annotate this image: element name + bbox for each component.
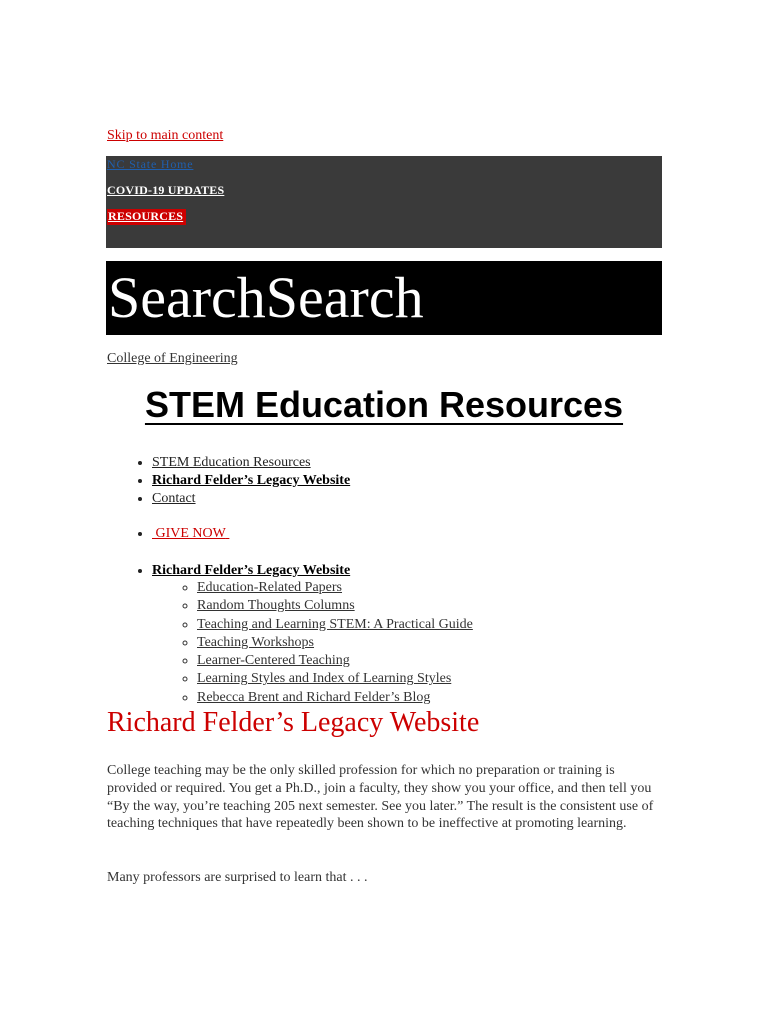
submenu-item-blog <box>197 689 473 707</box>
second-paragraph: Many professors are surprised to learn that . . . <box>107 870 368 885</box>
section-menu-parent <box>152 562 350 580</box>
submenu-link-columns[interactable]: Random Thoughts Columns <box>197 598 355 614</box>
resources-link[interactable]: RESOURCES <box>107 209 186 225</box>
submenu-item-workshops <box>197 634 473 652</box>
submenu-item-guide <box>197 616 473 634</box>
submenu-link-learner-centered[interactable]: Learner-Centered Teaching <box>197 653 350 669</box>
covid-updates-link[interactable]: COVID-19 UPDATES <box>107 183 225 197</box>
menu-item-stem-education-resources <box>152 454 350 472</box>
section-menu-parent-link[interactable]: Richard Felder’s Legacy Website <box>152 563 351 578</box>
intro-paragraph: College teaching may be the only skilled profession for which no preparation or training is provided or required. You get a Ph.D., join a faculty, they show you your office, and then tell you “By the way, you’re teaching 205 next semester. See you later.” The result is the consistent use of teaching techniques that have repeatedly been shown to be ineffective at promoting learning. <box>107 763 654 832</box>
menu-link-contact[interactable]: Contact <box>152 491 196 506</box>
submenu-link-learning-styles[interactable]: Learning Styles and Index of Learning Styles <box>197 671 452 687</box>
give-now-link[interactable] <box>152 526 229 541</box>
section-menu <box>132 562 350 580</box>
menu-item-legacy-website <box>152 472 350 490</box>
college-of-engineering-link[interactable]: College of Engineering <box>107 351 238 366</box>
skip-to-main-content-link[interactable]: Skip to main content <box>107 128 224 143</box>
submenu-link-papers[interactable]: Education-Related Papers <box>197 580 343 595</box>
search-label[interactable]: SearchSearch <box>108 265 424 330</box>
submenu-link-blog[interactable]: Rebecca Brent and Richard Felder’s Blog <box>197 689 431 705</box>
submenu-link-guide[interactable]: Teaching and Learning STEM: A Practical Guide <box>197 616 473 632</box>
page-title <box>0 384 768 426</box>
submenu-item-papers <box>197 579 473 597</box>
content-heading: Richard Felder’s Legacy Website <box>107 707 480 738</box>
search-bar[interactable] <box>106 261 662 335</box>
submenu-item-columns <box>197 597 473 615</box>
submenu-item-learning-styles <box>197 670 473 688</box>
nc-state-home-link[interactable]: NC State Home <box>107 157 194 171</box>
menu-item-give-now <box>152 525 229 543</box>
give-now-label: GIVE NOW <box>155 526 226 541</box>
menu-link-stem-education-resources[interactable]: STEM Education Resources <box>152 455 311 470</box>
section-submenu <box>173 579 473 707</box>
utility-bar <box>106 156 662 248</box>
submenu-item-learner-centered <box>197 652 473 670</box>
menu-link-legacy-website[interactable]: Richard Felder’s Legacy Website <box>152 473 351 488</box>
menu-item-contact <box>152 490 350 508</box>
page-title-link[interactable]: STEM Education Resources <box>144 384 624 425</box>
main-menu <box>132 454 350 508</box>
give-menu <box>132 525 229 543</box>
submenu-link-workshops[interactable]: Teaching Workshops <box>197 634 315 650</box>
